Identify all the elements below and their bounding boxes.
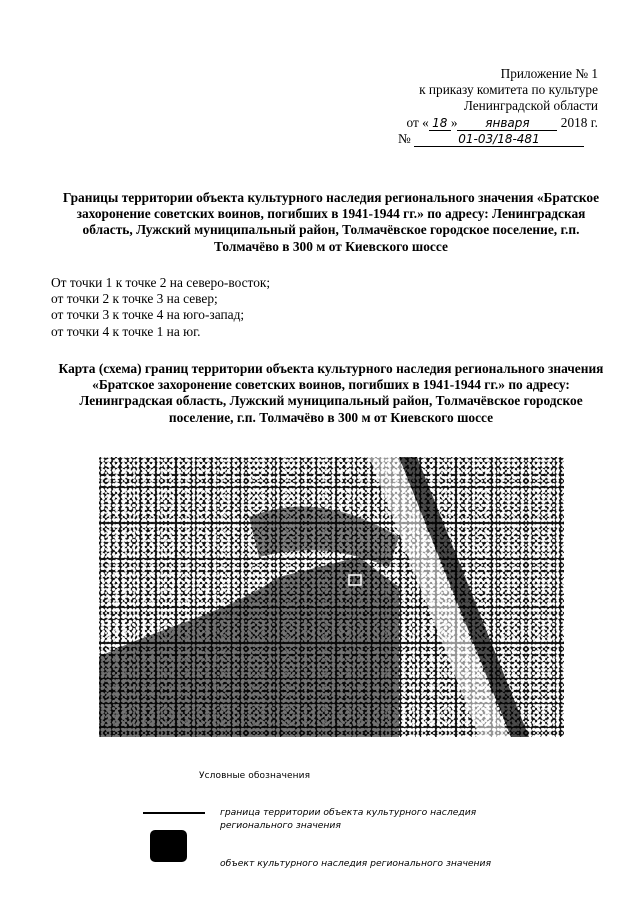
boundary-point-item: от точки 2 к точке 3 на север; xyxy=(51,291,218,307)
boundary-point-item: от точки 3 к точке 4 на юго-запад; xyxy=(51,307,245,323)
date-month: января xyxy=(457,116,557,131)
number-value: 01-03/18-481 xyxy=(414,132,584,147)
dark-area xyxy=(249,507,399,567)
boundary-line-symbol xyxy=(143,812,205,814)
order-number xyxy=(338,131,598,147)
heritage-object-symbol xyxy=(150,830,187,862)
appendix-line-2: к приказу комитета по культуре xyxy=(419,82,598,98)
number-prefix: № xyxy=(397,130,411,146)
date-year: 2018 г. xyxy=(560,114,598,130)
legend-title: Условные обозначения xyxy=(199,771,311,781)
order-date xyxy=(338,115,598,131)
date-day: 18 xyxy=(429,116,451,131)
boundary-points-list xyxy=(51,275,571,340)
date-mid: » xyxy=(450,114,458,130)
appendix-line-1: Приложение № 1 xyxy=(500,66,598,81)
map-title: Карта (схема) границ территории объекта культурного наследия регионального значения «Братское захоронение советских воинов, погибших в 1941-1944 гг.» по адресу: Ленинградская область, Лужский муниципальный район, Толмачёвское городское поселение, г.п. Толмачёво в 300 м от Киевского шоссе xyxy=(58,361,604,425)
map-overlay xyxy=(99,457,564,737)
document-title: Границы территории объекта культурного наследия регионального значения «Братское захоронение советских воинов, погибших в 1941-1944 гг.» по адресу: Ленинградская область, Лужский муниципальный район, Толмачёвское городское поселение, г.п. Толмачёво в 300 м от Киевского шоссе xyxy=(62,190,600,254)
legend-boundary-label: граница территории объекта культурного наследия регионального значения xyxy=(220,807,477,831)
appendix-block xyxy=(338,66,598,147)
legend-object-label: объект культурного наследия регионального значения xyxy=(220,858,492,869)
appendix-line-3: Ленинградской области xyxy=(463,98,598,114)
boundary-point-item: От точки 1 к точке 2 на северо-восток; xyxy=(51,275,271,290)
satellite-map-image xyxy=(99,457,564,737)
date-prefix: от « xyxy=(406,114,429,130)
boundary-point-item: от точки 4 к точке 1 на юг. xyxy=(51,323,201,339)
dark-area xyxy=(99,557,399,737)
